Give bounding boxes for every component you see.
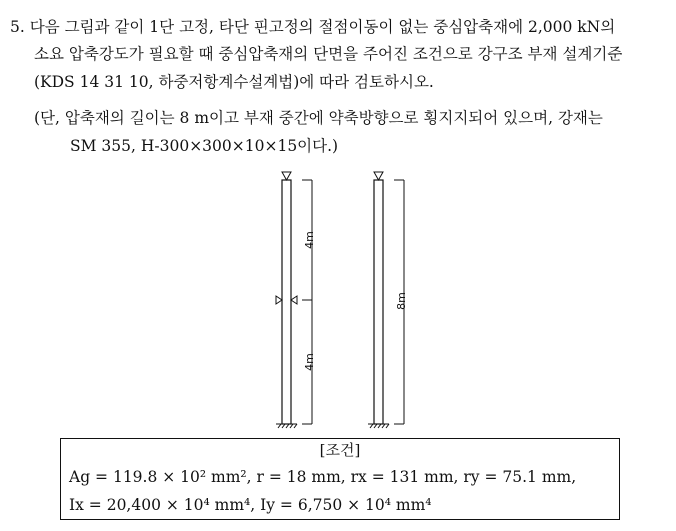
dimension-label-top: 4m — [303, 231, 316, 249]
problem-note-2: SM 355, H-300×300×10×15이다.) — [70, 137, 339, 155]
conditions-line-2: Ix = 20,400 × 10⁴ mm⁴, Iy = 6,750 × 10⁴ mm⁴ — [69, 496, 432, 514]
left-column — [276, 172, 316, 428]
dimension-label-bottom: 4m — [303, 353, 316, 371]
pin-support-icon — [282, 172, 291, 180]
conditions-line-1: Ag = 119.8 × 10² mm², r = 18 mm, rx = 131 mm, ry = 75.1 mm, — [69, 468, 577, 486]
fixed-support-icon — [368, 424, 389, 428]
conditions-box — [60, 438, 620, 520]
fixed-support-icon — [276, 424, 297, 428]
dimension-line — [302, 180, 312, 424]
lateral-brace-icon — [291, 296, 297, 304]
right-column — [368, 172, 408, 428]
pin-support-icon — [374, 172, 383, 180]
dimension-label-total: 8m — [395, 292, 408, 310]
conditions-title: [조건] — [319, 441, 361, 459]
problem-note-1: (단, 압축재의 길이는 8 m이고 부재 중간에 약축방향으로 횡지지되어 있으며, 강재는 — [34, 109, 603, 127]
problem-line-1: 5. 다음 그림과 같이 1단 고정, 타단 핀고정의 절점이동이 없는 중심압축재에 2,000 kN의 — [10, 18, 616, 36]
problem-line-2: 소요 압축강도가 필요할 때 중심압축재의 단면을 주어진 조건으로 강구조 부재 설계기준 — [34, 45, 623, 63]
problem-line-3: (KDS 14 31 10, 하중저항계수설계법)에 따라 검토하시오. — [34, 73, 434, 91]
lateral-brace-icon — [276, 296, 282, 304]
